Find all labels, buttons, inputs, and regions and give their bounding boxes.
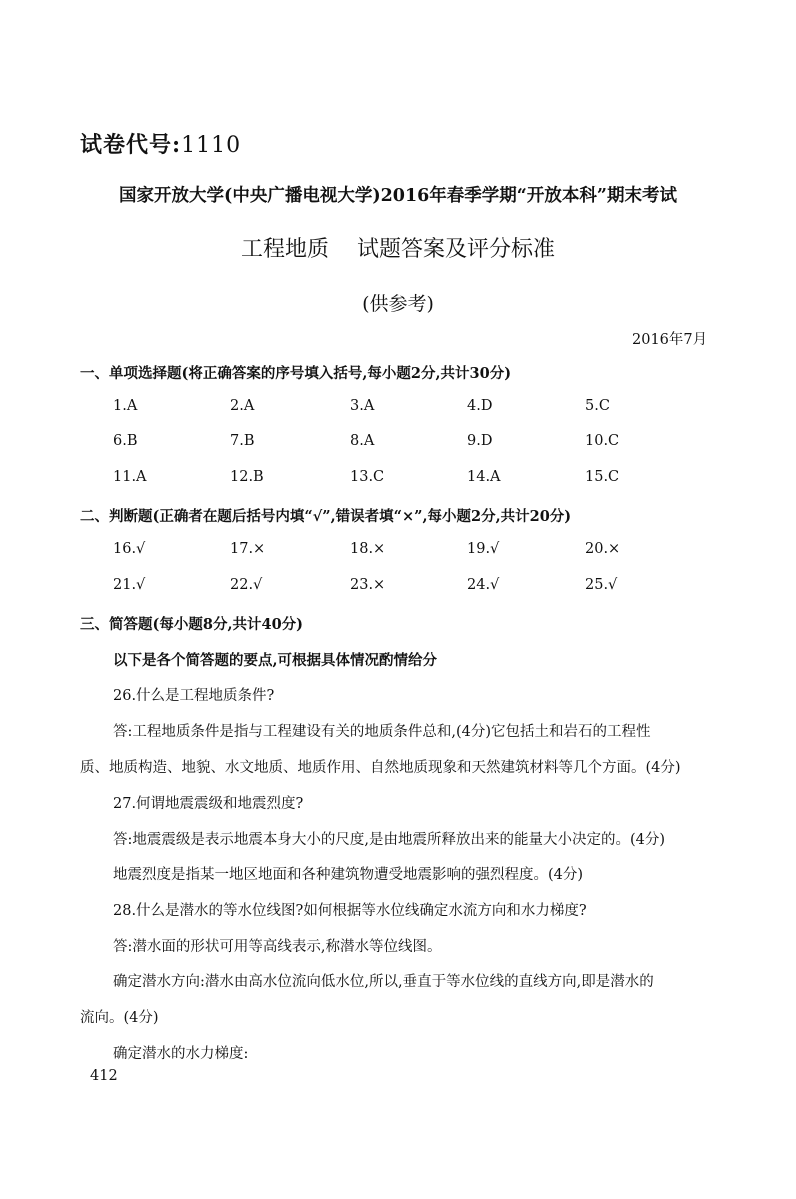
answer-28-line-3: 流向。(4分) [80,1010,159,1026]
answer-20: 20.× [585,541,621,557]
answer-9: 9.D [467,433,493,449]
section-1-heading: 一、单项选择题(将正确答案的序号填入括号,每小题2分,共计30分) [80,365,512,382]
page-number: 412 [90,1068,118,1084]
section-3-heading: 三、简答题(每小题8分,共计40分) [80,616,304,633]
answer-10: 10.C [585,433,620,449]
answer-row [0,433,796,453]
section-2-heading: 二、判断题(正确者在题后括号内填“√”,错误者填“×”,每小题2分,共计20分) [80,508,572,525]
answer-17: 17.× [230,541,266,557]
answer-28-line-4: 确定潜水的水力梯度: [113,1046,249,1062]
answer-26-line-2: 质、地质构造、地貌、水文地质、地质作用、自然地质现象和天然建筑材料等几个方面。(4分) [80,760,681,776]
answer-15: 15.C [585,469,620,485]
question-26: 26.什么是工程地质条件? [113,688,275,704]
answer-23: 23.× [350,577,386,593]
answer-27-line-1: 答:地震震级是表示地震本身大小的尺度,是由地震所释放出来的能量大小决定的。(4分) [113,832,666,848]
answer-4: 4.D [467,398,493,414]
document-title [0,232,796,263]
exam-title: 国家开放大学(中央广播电视大学)2016年春季学期“开放本科”期末考试 [119,186,677,206]
answer-row [0,541,796,561]
answer-title: 试题答案及评分标准 [357,237,556,262]
answer-1: 1.A [113,398,138,414]
answer-6: 6.B [113,433,138,449]
answer-7: 7.B [230,433,255,449]
answer-28-line-2: 确定潜水方向:潜水由高水位流向低水位,所以,垂直于等水位线的直线方向,即是潜水的 [113,974,654,990]
question-27: 27.何谓地震震级和地震烈度? [113,796,304,812]
answer-18: 18.× [350,541,386,557]
answer-26-line-1: 答:工程地质条件是指与工程建设有关的地质条件总和,(4分)它包括土和岩石的工程性 [113,724,651,740]
paper-code-label: 试卷代号: [80,132,182,158]
answer-5: 5.C [585,398,610,414]
paper-code [80,128,241,159]
answer-14: 14.A [467,469,501,485]
paper-code-number: 1110 [181,133,242,158]
answer-19: 19.√ [467,541,500,557]
answer-16: 16.√ [113,541,146,557]
answer-13: 13.C [350,469,385,485]
answer-11: 11.A [113,469,147,485]
answer-24: 24.√ [467,577,500,593]
reference-note: (供参考) [362,293,434,315]
answer-row [0,398,796,418]
question-28: 28.什么是潜水的等水位线图?如何根据等水位线确定水流方向和水力梯度? [113,903,587,919]
answer-22: 22.√ [230,577,263,593]
answer-8: 8.A [350,433,375,449]
answer-27-line-2: 地震烈度是指某一地区地面和各种建筑物遭受地震影响的强烈程度。(4分) [113,867,584,883]
answer-row [0,577,796,597]
answer-28-line-1: 答:潜水面的形状可用等高线表示,称潜水等位线图。 [113,939,442,955]
subject-name: 工程地质 [240,237,329,262]
answer-2: 2.A [230,398,255,414]
grading-note: 以下是各个简答题的要点,可根据具体情况酌情给分 [113,652,438,669]
exam-date: 2016年7月 [632,332,708,348]
answer-25: 25.√ [585,577,618,593]
answer-3: 3.A [350,398,375,414]
answer-12: 12.B [230,469,264,485]
answer-row [0,469,796,489]
answer-21: 21.√ [113,577,146,593]
